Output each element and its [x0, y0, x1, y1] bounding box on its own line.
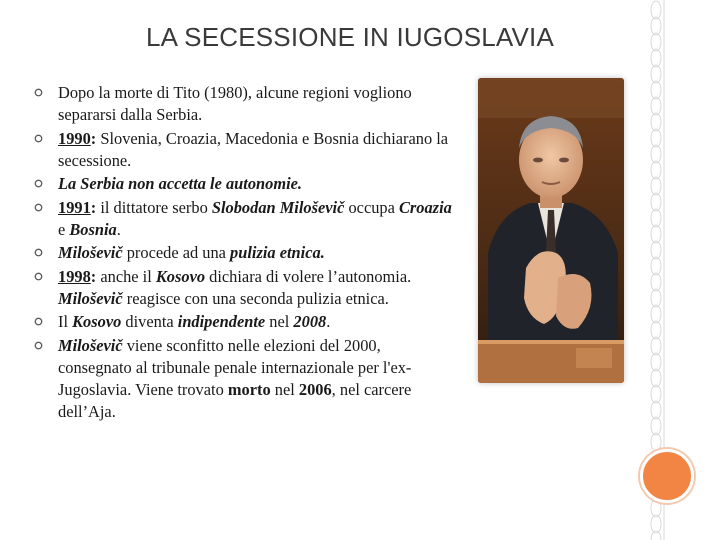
bullet-year: 1990	[58, 128, 91, 148]
bullet-list	[33, 82, 458, 424]
bullet-text: indipendente	[177, 312, 266, 331]
bullet-item	[33, 335, 458, 423]
bullet-text: pulizia etnica.	[230, 243, 325, 262]
portrait-illustration	[478, 78, 624, 383]
ring-bullet-icon	[34, 88, 43, 97]
bullet-item	[33, 311, 458, 333]
bullet-text: Miloševič	[58, 243, 123, 262]
bullet-year: 1998	[58, 266, 91, 286]
ring-bullet-icon	[34, 179, 43, 188]
bullet-text: 2006	[298, 379, 332, 399]
ring-bullet-icon	[34, 341, 43, 350]
bullet-text: :	[90, 197, 97, 217]
bullet-text: dichiara di volere l’autonomia.	[205, 266, 412, 286]
bullet-text: occupa	[344, 197, 399, 217]
bullet-text: Slovenia, Croazia, Macedonia e Bosnia dichiarano la secessione.	[58, 128, 449, 170]
bullet-year: 1991	[58, 197, 91, 217]
bullet-text: Bosnia	[69, 219, 117, 239]
bullet-text: .	[326, 312, 331, 331]
bullet-text: nel	[270, 379, 299, 399]
bullet-text: :	[90, 128, 97, 148]
bullet-item	[33, 242, 458, 264]
bullet-text: 2008	[293, 312, 327, 331]
slide-title: LA SECESSIONE IN IUGOSLAVIA	[145, 22, 555, 52]
bullet-item	[33, 197, 458, 241]
ring-bullet-icon	[34, 203, 43, 212]
bullet-text: Kosovo	[72, 312, 122, 331]
bullet-item	[33, 266, 458, 310]
bullet-item	[33, 82, 458, 126]
bullet-text: Slobodan Miloševič	[211, 197, 345, 217]
orange-circle-badge	[640, 449, 694, 503]
bullet-text: :	[90, 266, 97, 286]
bullet-text: il dittatore serbo	[96, 197, 212, 217]
bullet-text: Il	[58, 312, 73, 331]
bullet-text: anche il	[96, 266, 156, 286]
bullet-text: La Serbia non accetta le autonomie.	[58, 174, 303, 193]
bullet-text: Miloševič	[58, 335, 123, 355]
ring-bullet-icon	[34, 248, 43, 257]
bullet-text: e	[58, 219, 70, 239]
bullet-text: reagisce con una seconda pulizia etnica.	[122, 288, 389, 308]
bullet-text: Kosovo	[155, 266, 206, 286]
ring-bullet-icon	[34, 272, 43, 281]
bullet-text: diventa	[121, 312, 178, 331]
bullet-text: Croazia	[398, 197, 452, 217]
bullet-text: Dopo la morte di Tito (1980), alcune regioni vogliono separarsi dalla Serbia.	[58, 83, 412, 124]
bullet-text: morto	[227, 379, 271, 399]
bullet-item	[33, 128, 458, 172]
bullet-item	[33, 173, 458, 195]
ring-bullet-icon	[34, 317, 43, 326]
man-portrait-photo	[478, 78, 624, 383]
ring-bullet-icon	[34, 134, 43, 143]
bullet-text: Miloševič	[58, 288, 123, 308]
bullet-text: .	[116, 219, 121, 239]
bullet-text: procede ad una	[122, 243, 231, 262]
bullet-text: , nel carcere dell’Aja.	[58, 379, 412, 421]
bullet-text: viene sconfitto nelle elezioni del 2000, consegnato al tribunale penale internazionale per l'ex-Jugoslavia. Viene trovato	[58, 335, 412, 399]
bullet-text: nel	[265, 312, 294, 331]
